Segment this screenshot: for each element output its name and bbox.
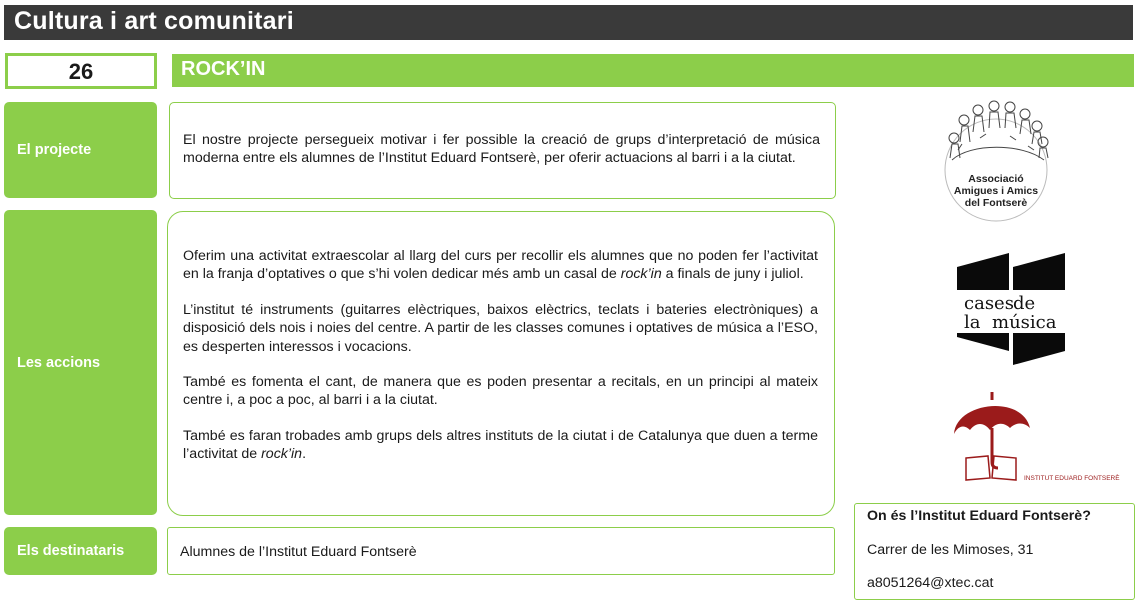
- accions-p4-emphasis: rock’in: [261, 446, 303, 463]
- cases-logo-word3: la: [964, 312, 981, 333]
- cases-logo-word1: cases: [964, 293, 1014, 314]
- accions-paragraph-1: [183, 247, 818, 284]
- destinataris-text: Alumnes de l’Institut Eduard Fontserè: [180, 544, 417, 560]
- associacio-logo-graphic: [940, 98, 1052, 230]
- cases-logo-graphic: [953, 253, 1068, 365]
- institut-logo: [950, 388, 1120, 484]
- project-number: 26: [68, 59, 94, 84]
- cases-de-la-musica-logo: [953, 253, 1068, 365]
- umbrella-icon: [950, 388, 1120, 484]
- cases-logo-word2: de: [1013, 293, 1036, 314]
- destinataris-content: [167, 527, 835, 575]
- accions-p1-end: a finals de juny i juliol.: [661, 266, 804, 283]
- label-els-destinataris: [4, 527, 157, 575]
- label-el-projecte: [4, 102, 157, 198]
- institut-logo-caption: INSTITUT EDUARD FONTSERÈ: [1024, 475, 1120, 482]
- projecte-text: El nostre projecte persegueix motivar i fer possible la creació de grups d’interpretació de música moderna entre els alumnes de l’Institut Eduard Fontserè, per oferir actuacions al barri i a la ciutat.: [183, 132, 820, 167]
- accions-p1-emphasis: rock’in: [620, 266, 662, 283]
- assoc-logo-line3: del Fontserè: [964, 197, 1028, 209]
- section-header: [4, 5, 1133, 40]
- label-les-accions: [4, 210, 157, 515]
- accions-p1-text: Oferim una activitat extraescolar al llarg del curs per recollir els alumnes que no poden fer l’activitat en la franja d’optatives o que s’hi volen dedicar més amb un casal de: [183, 248, 818, 283]
- accions-paragraph-2: L’institut té instruments (guitarres elèctriques, baixos elèctrics, teclats i bateries electròniques) a disposició dels nois i noies del centre. A partir de les classes comunes i optatives de música a l’ESO, es desperten interessos i vocacions.: [183, 301, 818, 355]
- contact-address: Carrer de les Mimoses, 31: [867, 542, 1034, 558]
- assoc-logo-line1: Associació: [968, 173, 1024, 185]
- projecte-content: [169, 102, 836, 199]
- contact-question: On és l’Institut Eduard Fontserè?: [867, 508, 1091, 524]
- accions-paragraph-3: També es fomenta el cant, de manera que es poden presentar a recitals, en un principi al mateix centre i, a poc a poc, al barri i a la ciutat.: [183, 374, 818, 409]
- assoc-logo-line2: Amigues i Amics: [953, 185, 1039, 197]
- accions-p4-text: També es faran trobades amb grups dels altres instituts de la ciutat i de Catalunya que duen a terme l’activitat de: [183, 427, 818, 463]
- label-el-projecte-text: El projecte: [17, 142, 92, 158]
- associacio-logo: [940, 98, 1052, 230]
- accions-content: [167, 211, 835, 516]
- label-els-destinataris-text: Els destinataris: [17, 543, 125, 559]
- project-number-box: [5, 53, 157, 89]
- section-title: Cultura i art comunitari: [14, 7, 294, 35]
- accions-paragraph-4: [183, 427, 818, 464]
- label-les-accions-text: Les accions: [17, 354, 101, 371]
- project-title: ROCK’IN: [181, 58, 266, 80]
- project-title-bar: [172, 54, 1134, 87]
- accions-p4-end: .: [302, 446, 307, 463]
- contact-box: [854, 503, 1135, 600]
- cases-logo-word4: música: [992, 312, 1057, 333]
- contact-email[interactable]: a8051264@xtec.cat: [867, 575, 994, 591]
